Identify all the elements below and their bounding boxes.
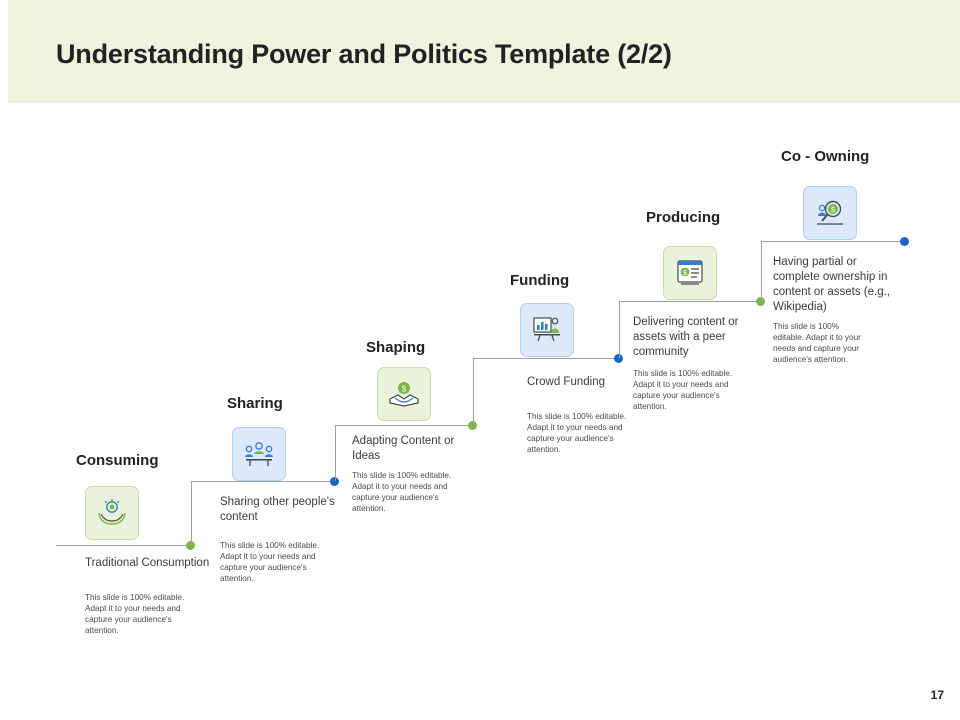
step-heading-co-owning: Having partial or complete ownership in content or assets (e.g., Wikipedia) (773, 256, 890, 313)
connector-line-4 (473, 358, 618, 359)
group-people-icon (232, 427, 286, 481)
search-dollar-person-icon (803, 186, 857, 240)
step-body-producing: This slide is 100% editable. Adapt it to your needs and capture your audience's attention. (633, 369, 733, 411)
connector-line-3 (335, 425, 472, 426)
step-body-funding: This slide is 100% editable. Adapt it to your needs and capture your audience's attention. (527, 412, 627, 454)
step-title-consuming: Consuming (76, 452, 159, 469)
step-heading-consuming: Traditional Consumption (85, 557, 210, 569)
connector-line-1 (56, 545, 191, 546)
step-title-funding: Funding (510, 272, 570, 289)
step-heading-shaping: Adapting Content or Ideas (352, 435, 455, 462)
connector-riser-5 (761, 241, 762, 301)
step-title-sharing: Sharing (227, 395, 283, 412)
hands-holding-idea-icon (85, 486, 139, 540)
connector-riser-2 (335, 425, 336, 481)
step-body-shaping: This slide is 100% editable. Adapt it to your needs and capture your audience's attention. (352, 471, 452, 513)
page-title: Understanding Power and Politics Template (2/2) (56, 39, 672, 69)
step-heading-producing: Delivering content or assets with a peer community (633, 316, 739, 358)
step-body-consuming: This slide is 100% editable. Adapt it to your needs and capture your audience's attention. (85, 593, 185, 635)
step-body-co-owning: This slide is 100% editable. Adapt it to your needs and capture your audience's attention. (773, 322, 861, 364)
connector-riser-1 (191, 481, 192, 545)
connector-dot-6 (900, 237, 909, 246)
connector-riser-3 (473, 358, 474, 425)
connector-line-6 (761, 241, 904, 242)
step-heading-funding: Crowd Funding (527, 376, 605, 388)
step-title-shaping: Shaping (366, 339, 426, 356)
svg-text:$: $ (830, 205, 836, 215)
document-dollar-icon (663, 246, 717, 300)
header-left-strip (0, 0, 8, 103)
step-body-sharing: This slide is 100% editable. Adapt it to your needs and capture your audience's attention. (220, 541, 320, 583)
presenter-chart-icon (520, 303, 574, 357)
page-number: 17 (930, 688, 944, 702)
step-heading-sharing: Sharing other people's content (220, 496, 335, 523)
connector-riser-4 (619, 301, 620, 358)
svg-text:$: $ (401, 384, 407, 394)
handshake-money-icon (377, 367, 431, 421)
connector-line-5 (619, 301, 760, 302)
svg-text:$: $ (683, 270, 687, 277)
step-title-co-owning: Co - Owning (781, 148, 870, 165)
connector-line-2 (191, 481, 334, 482)
step-title-producing: Producing (646, 209, 721, 226)
